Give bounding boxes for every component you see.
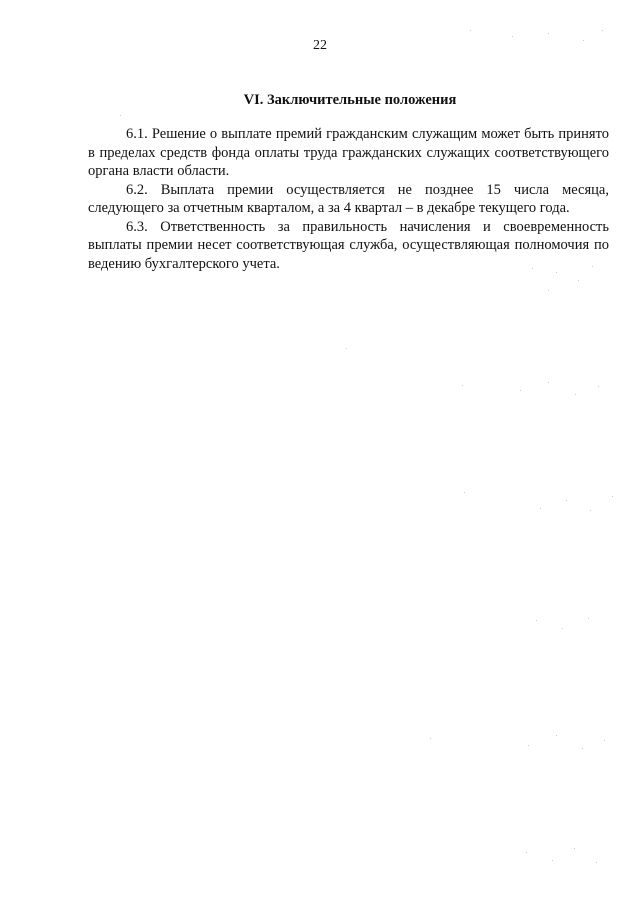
paragraph-6-3: 6.3. Ответственность за правильность начисления и своевременность выплаты премии несет соответствующая служба, осуществляющая полномочия по ведению бухгалтерского учета. <box>88 218 609 272</box>
section-heading: VI. Заключительные положения <box>243 92 457 108</box>
paragraph-6-1: 6.1. Решение о выплате премий гражданским служащим может быть принято в пределах средств фонда оплаты труда гражданских служащих соответствующего органа власти области. <box>88 126 609 179</box>
paragraph-6-2: 6.2. Выплата премии осуществляется не позднее 15 числа месяца, следующего за отчетным кварталом, а за 4 квартал – в декабре текущего года. <box>88 181 609 216</box>
page-number: 22 <box>313 38 327 53</box>
